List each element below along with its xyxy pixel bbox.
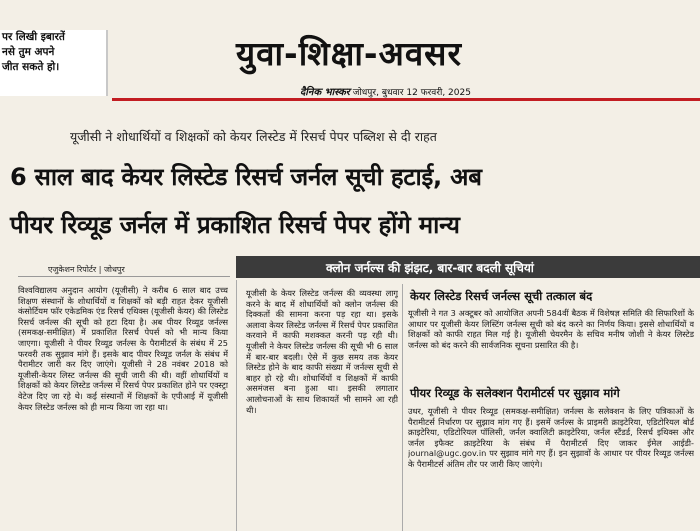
column-text: यूजीसी ने गत 3 अक्टूबर को आयोजित अपनी 584वीं बैठक में विशेषज्ञ समिति की सिफारिशों के आधार पर यूजीसी केयर लिस्टिंग जर्नल्स सूची को बंद करने का निर्णय किया। इससे शोधार्थियों व शिक्षकों को काफी राहत मिल गई है। यूजीसी चेयरमैन के सचिव मनीष जोशी ने केयर लिस्टेड जर्नल्स को बंद करने की सार्वजनिक सूचना प्रसारित की है।	[408, 308, 694, 350]
column-divider	[402, 284, 403, 531]
article-column-4	[408, 406, 694, 531]
column-divider	[236, 280, 237, 531]
left-ad-line: नसे तुम अपने	[2, 46, 55, 58]
left-ad-box	[0, 30, 108, 96]
section-title: युवा-शिक्षा-अवसर	[236, 34, 462, 73]
kicker-line: यूजीसी ने शोधार्थियों व शिक्षकों को केयर लिस्टेड में रिसर्च पेपर पब्लिश से दी राहत	[70, 129, 437, 144]
headline-line-2: पीयर रिव्यूड जर्नल में प्रकाशित रिसर्च पेपर होंगे मान्य	[10, 211, 460, 239]
subheading-1: केयर लिस्टेड रिसर्च जर्नल्स सूची तत्काल बंद	[410, 289, 593, 303]
dateline	[300, 84, 471, 98]
date-text: जोधपुर, बुधवार 12 फरवरी, 2025	[349, 88, 471, 98]
left-ad-line: पर लिखी इबारतें	[2, 31, 65, 43]
column-text: उधर, यूजीसी ने पीयर रिव्यूड (समकक्ष-समीक्षित) जर्नल्स के सलेक्शन के लिए पत्रिकाओं के पैरामीटर्स निर्धारण पर सुझाव मांग गए हैं। इसमें जर्नल्स के प्राइमरी क्राइटेरिया, एडिटोरियल बोर्ड क्राइटेरिया, एडिटोरियल पॉलिसी, जर्नल क्वालिटी क्राइटेरिया, जर्नल स्टैंडर्ड, रिसर्च इथिक्स और जर्नल इफैक्ट क्राइटेरिया के संबंध में पैरामीटर्स दिए जाकर ईमेल आईडी- journal@ugc.gov.in पर सुझाव मांगे गए हैं। इन सुझावों के आधार पर पीयर रिव्यूड जर्नल्स के पैरामीटर्स अंतिम तौर पर जारी किए जाएंगे।	[408, 406, 694, 469]
byline: एजुकेशन रिपोर्टर | जोधपुर	[48, 265, 125, 274]
header-rule	[112, 98, 700, 101]
article-column-3	[408, 308, 694, 368]
headline-line-1: 6 साल बाद केयर लिस्टेड रिसर्च जर्नल सूची हटाई, अब	[10, 163, 482, 191]
masthead	[190, 22, 630, 88]
banner-text: क्लोन जर्नल्स की झंझट, बार-बार बदली सूचियां	[326, 261, 534, 275]
section-banner	[236, 256, 700, 278]
article-column-1	[18, 285, 228, 531]
byline-rule	[18, 276, 230, 277]
newspaper-brand: दैनिक भास्कर	[300, 87, 350, 98]
left-ad-line: जीत सकते हो।	[2, 61, 60, 73]
column-text: विश्वविद्यालय अनुदान आयोग (यूजीसी) ने करीब 6 साल बाद उच्च शिक्षण संस्थानों के शोधार्थियों व शिक्षकों को बड़ी राहत देकर यूजीसी कंसोर्टियम फॉर एकेडमिक एंड रिसर्च एथिक्स (यूजीसी केयर) की लिस्टेड रिसर्च जर्नल्स की सूची को हटा दिया है। अब पीयर रिव्यूड जर्नल्स (समकक्ष-समीक्षित) में प्रकाशित रिसर्च पेपर्स को भी मान्य किया जाएगा। यूजीसी ने पीयर रिव्यूड जर्नल्स के पैरामीटर्स के संबंध में 25 फरवरी तक सुझाव मांगे हैं। इसके बाद पीयर रिव्यूड जर्नल के संबंध में पैरामीटर जारी कर दिए जाएंगे। यूजीसी ने 28 नवंबर 2018 को यूजीसी-केयर लिस्ट जर्नल्स की सूची जारी की थी। वहीं शोधार्थियों व शिक्षकों को केयर लिस्टेड जर्नल्स में रिसर्च पेपर प्रकाशित होने पर एक्स्ट्रा वेटेज दिए जा रहे थे। कई संस्थानों में शिक्षकों के एपीआई में यूजीसी केयर लिस्टेड जर्नल्स को ही मान्य किया जा रहा था।	[18, 285, 228, 412]
subheading-2: पीयर रिव्यूड के सलेक्शन पैरामीटर्स पर सुझाव मांगे	[410, 386, 620, 400]
article-column-2	[246, 288, 398, 531]
column-text: यूजीसी के केयर लिस्टेड जर्नल्स की व्यवस्था लागू करने के बाद में शोधार्थियों को क्लोन जर्नल्स की दिक्कतों की सामना करना पड़ रहा था। इसके अलावा केयर लिस्टेड जर्नल्स में रिसर्च पेपर प्रकाशित करवाने में काफी मशक्कत करनी पड़ रही थी। यूजीसी ने केयर लिस्टेड जर्नल्स की सूची भी 6 साल में बार-बार बदली। ऐसे में कुछ समय तक केयर लिस्टेड होने के बाद काफी संख्या में जर्नल्स सूची से बाहर हो रहे थी। शोधार्थियों व शिक्षकों में काफी असमंजस बना हुआ था। इसकी लगातार आलोचनाओं के साथ शिकायतें भी सामने आ रही थी।	[246, 288, 398, 415]
